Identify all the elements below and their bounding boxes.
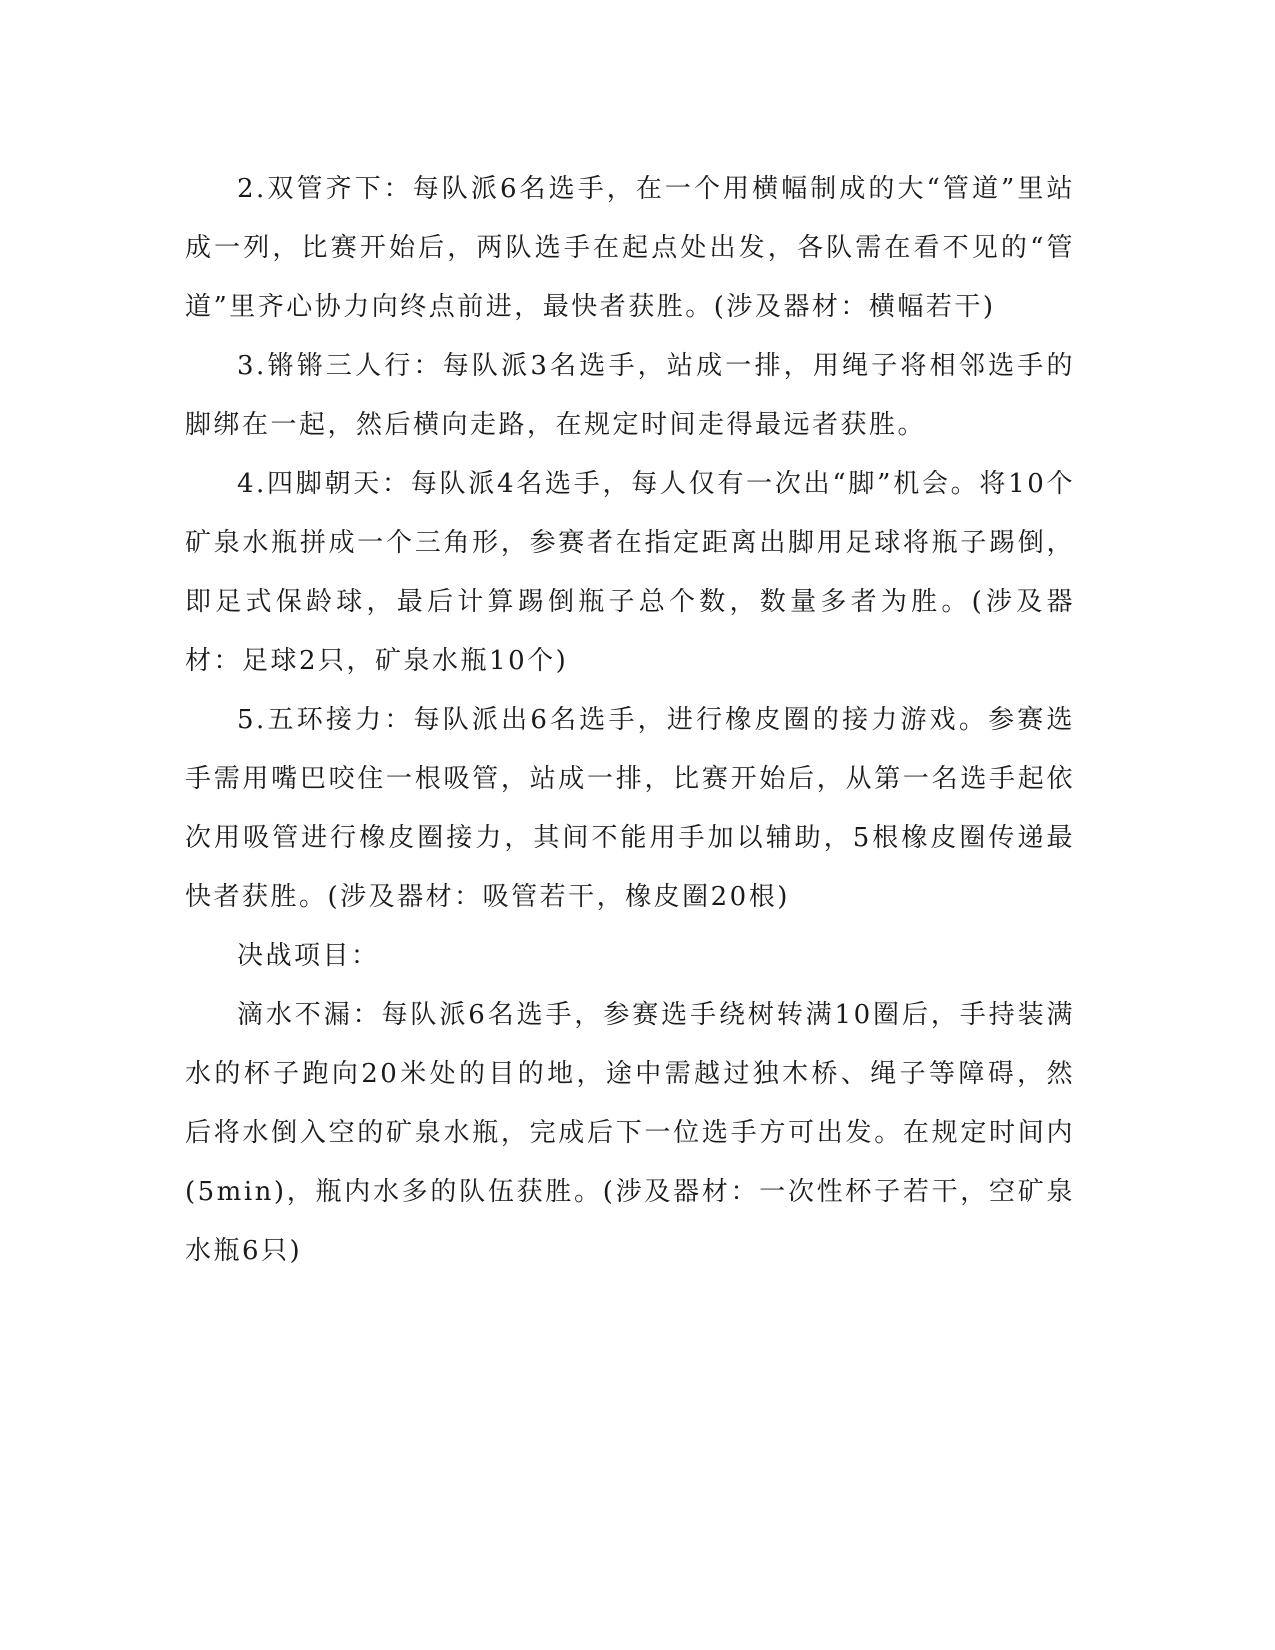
paragraph-item-2-double-tube: 2.双管齐下：每队派6名选手，在一个用横幅制成的大“管道”里站成一列，比赛开始后，两队选手在起点处出发，各队需在看不见的“管道”里齐心协力向终点前进，最快者获胜。(涉及器材：横幅若干)	[185, 174, 1075, 322]
paragraph-item-5-ring-relay: 5.五环接力：每队派出6名选手，进行橡皮圈的接力游戏。参赛选手需用嘴巴咬住一根吸管，站成一排，比赛开始后，从第一名选手起依次用吸管进行橡皮圈接力，其间不能用手加以辅助，5根橡皮圈传递最快者获胜。(涉及器材：吸管若干，橡皮圈20根)	[185, 705, 1075, 912]
document-body	[185, 160, 1075, 1281]
paragraph-final-water-relay: 滴水不漏：每队派6名选手，参赛选手绕树转满10圈后，手持装满水的杯子跑向20米处的目的地，途中需越过独木桥、绳子等障碍，然后将水倒入空的矿泉水瓶，完成后下一位选手方可出发。在规定时间内(5min)，瓶内水多的队伍获胜。(涉及器材：一次性杯子若干，空矿泉水瓶6只)	[185, 1000, 1075, 1266]
section-heading-final-event: 决战项目：	[237, 941, 380, 971]
paragraph-item-3-three-person-walk: 3.锵锵三人行：每队派3名选手，站成一排，用绳子将相邻选手的脚绑在一起，然后横向走路，在规定时间走得最远者获胜。	[185, 351, 1075, 440]
paragraph-item-4-four-feet: 4.四脚朝天：每队派4名选手，每人仅有一次出“脚”机会。将10个矿泉水瓶拼成一个三角形，参赛者在指定距离出脚用足球将瓶子踢倒，即足式保龄球，最后计算踢倒瓶子总个数，数量多者为胜。(涉及器材：足球2只，矿泉水瓶10个)	[185, 469, 1075, 676]
